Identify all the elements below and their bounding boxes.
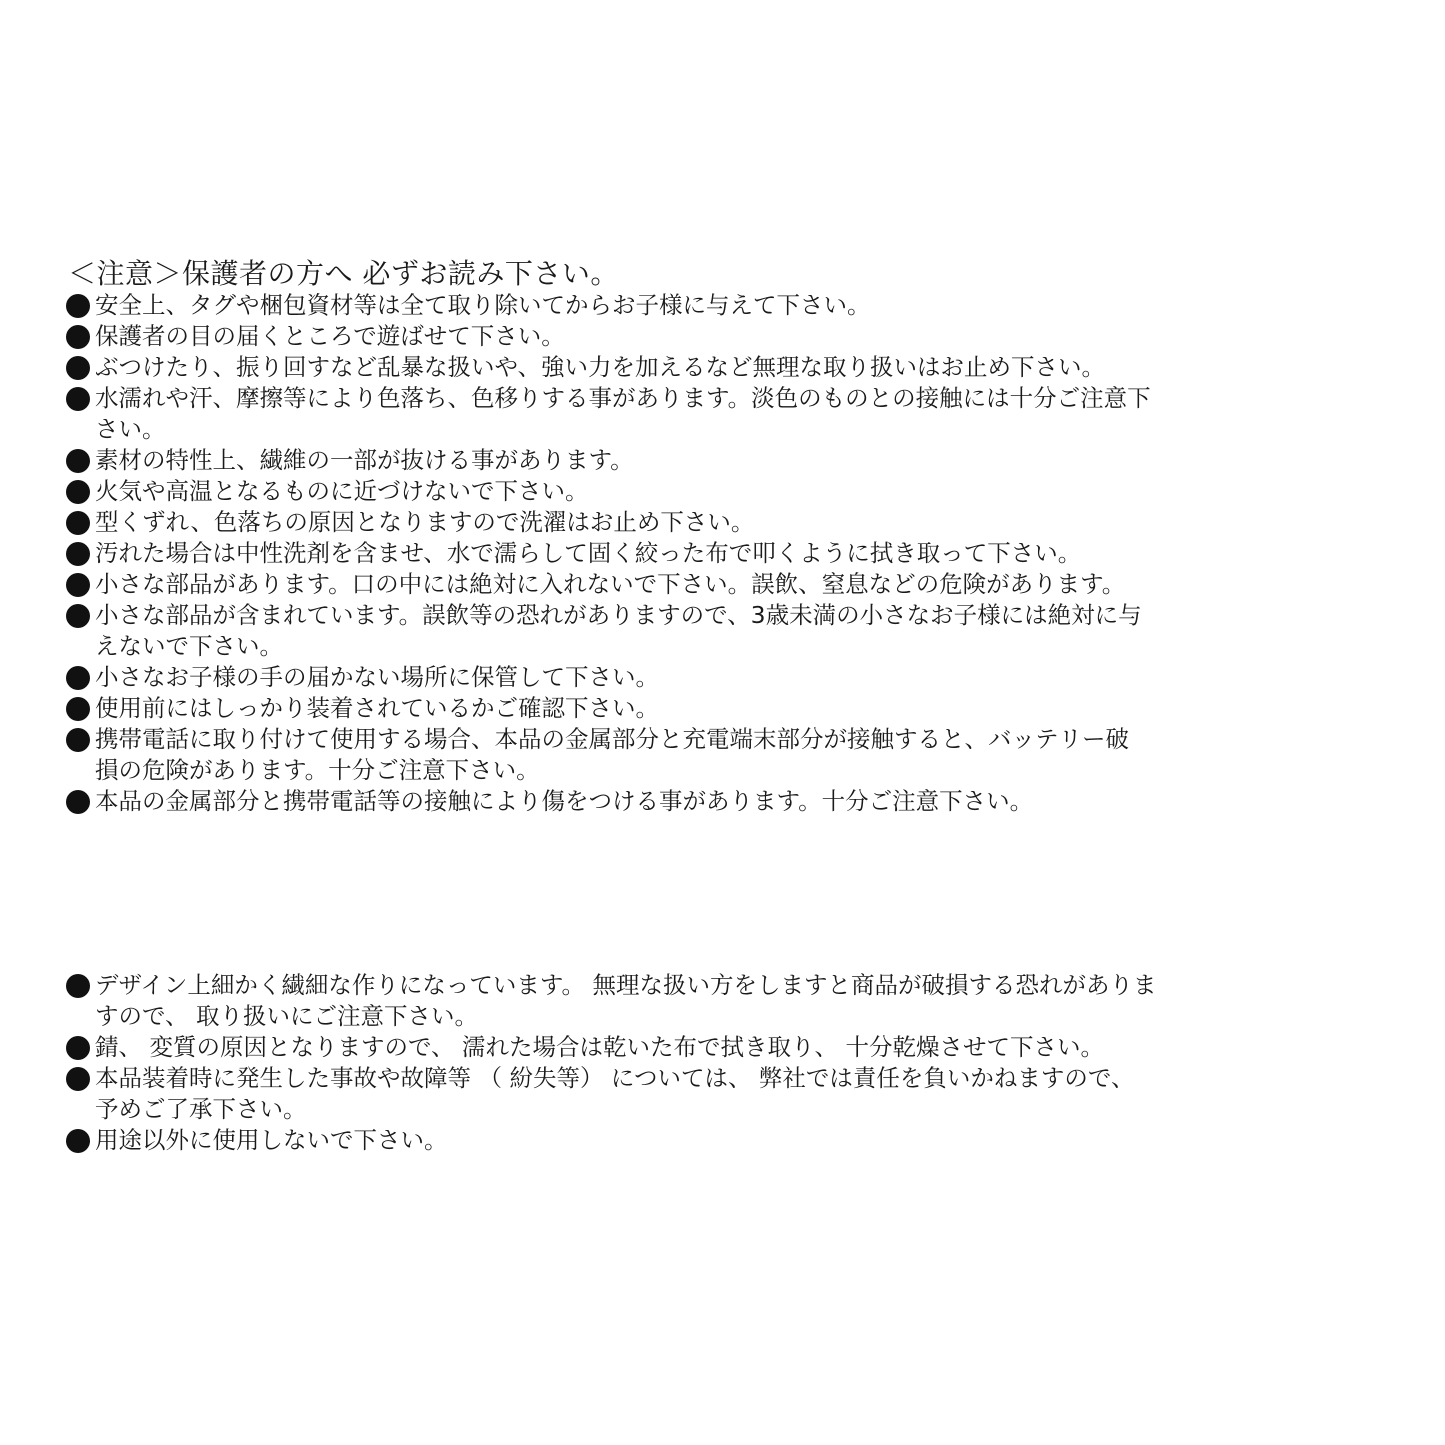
bullet-icon [66,728,90,752]
bullet-icon [66,325,90,349]
list-item: 使用前にはしっかり装着されているかご確認下さい。 [66,693,1366,724]
bullet-icon [66,1129,90,1153]
bullet-icon [66,449,90,473]
bullet-icon [66,356,90,380]
list-item: 本品装着時に発生した事故や故障等 （ 紛失等） については、 弊社では責任を負いかねますので、 予めご了承下さい。 [66,1063,1366,1125]
list-item: 小さな部品が含まれています。誤飲等の恐れがありますので、3歳未満の小さなお子様には絶対に与 えないで下さい。 [66,600,1366,662]
caution-notice [66,256,1366,817]
list-item: 用途以外に使用しないで下さい。 [66,1125,1366,1156]
bullet-icon [66,1067,90,1091]
bullet-icon [66,511,90,535]
additional-caution-list [66,970,1366,1156]
bullet-icon [66,666,90,690]
bullet-icon [66,387,90,411]
list-item: 安全上、タグや梱包資材等は全て取り除いてからお子様に与えて下さい。 [66,290,1366,321]
bullet-icon [66,480,90,504]
list-item: デザイン上細かく繊細な作りになっています。 無理な扱い方をしますと商品が破損する恐れがありま すので、 取り扱いにご注意下さい。 [66,970,1366,1032]
bullet-icon [66,294,90,318]
notice-title: ＜注意＞保護者の方へ 必ずお読み下さい。 [68,257,619,290]
bullet-icon [66,542,90,566]
list-item: 小さなお子様の手の届かない場所に保管して下さい。 [66,662,1366,693]
list-item: 錆、 変質の原因となりますので、 濡れた場合は乾いた布で拭き取り、 十分乾燥させて下さい。 [66,1032,1366,1063]
list-item: 小さな部品があります。口の中には絶対に入れないで下さい。誤飲、窒息などの危険があります。 [66,569,1366,600]
list-item: ぶつけたり、振り回すなど乱暴な扱いや、強い力を加えるなど無理な取り扱いはお止め下さい。 [66,352,1366,383]
bullet-icon [66,790,90,814]
list-item: 水濡れや汗、摩擦等により色落ち、色移りする事があります。淡色のものとの接触には十分ご注意下 さい。 [66,383,1366,445]
list-item: 火気や高温となるものに近づけないで下さい。 [66,476,1366,507]
caution-list [66,290,1366,817]
list-item: 型くずれ、色落ちの原因となりますので洗濯はお止め下さい。 [66,507,1366,538]
bullet-icon [66,604,90,628]
list-item: 保護者の目の届くところで遊ばせて下さい。 [66,321,1366,352]
list-item: 汚れた場合は中性洗剤を含ませ、水で濡らして固く絞った布で叩くように拭き取って下さい。 [66,538,1366,569]
bullet-icon [66,697,90,721]
bullet-icon [66,1036,90,1060]
list-item: 素材の特性上、繊維の一部が抜ける事があります。 [66,445,1366,476]
additional-notice [66,970,1366,1156]
bullet-icon [66,573,90,597]
list-item: 本品の金属部分と携帯電話等の接触により傷をつける事があります。十分ご注意下さい。 [66,786,1366,817]
bullet-icon [66,974,90,998]
list-item: 携帯電話に取り付けて使用する場合、本品の金属部分と充電端末部分が接触すると、バッテリー破 損の危険があります。十分ご注意下さい。 [66,724,1366,786]
